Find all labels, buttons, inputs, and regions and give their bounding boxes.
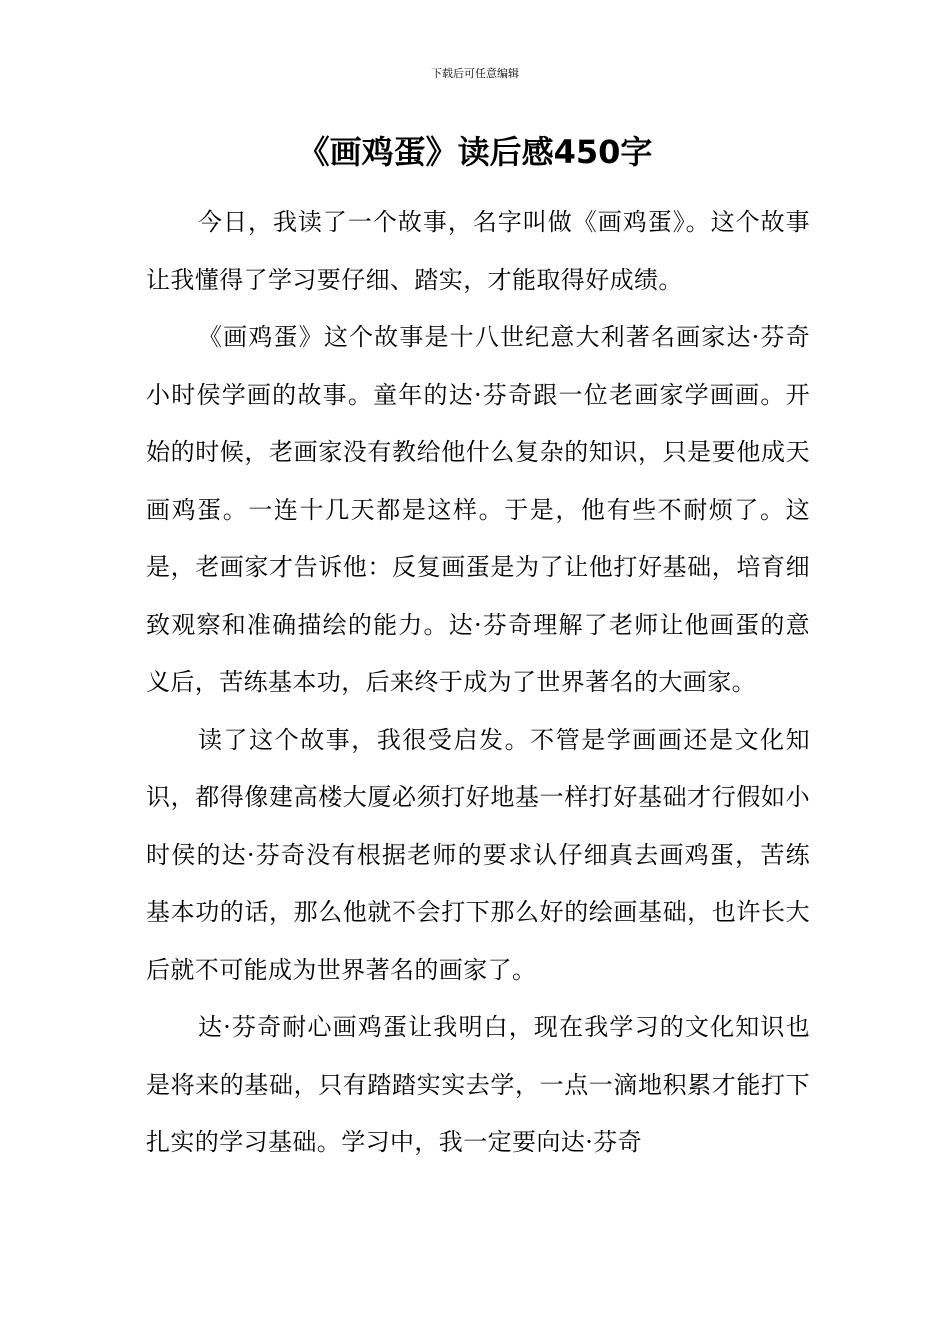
paragraph-2: 《画鸡蛋》这个故事是十八世纪意大利著名画家达·芬奇小时侯学画的故事。童年的达·芬奇跟一位老画家学画画。开始的时候，老画家没有教给他什么复杂的知识，只是要他成天画鸡蛋。一连十几天都是这样。于是，他有些不耐烦了。这是，老画家才告诉他：反复画蛋是为了让他打好基础，培育细致观察和准确描绘的能力。达·芬奇理解了老师让他画蛋的意义后，苦练基本功，后来终于成为了世界著名的大画家。	[146, 323, 810, 696]
document-body	[146, 194, 810, 1172]
paragraph-4: 达·芬奇耐心画鸡蛋让我明白，现在我学习的文化知识也是将来的基础，只有踏踏实实去学，一点一滴地积累才能打下扎实的学习基础。学习中，我一定要向达·芬奇	[146, 1013, 810, 1156]
page-header-note: 下载后可任意编辑	[431, 67, 519, 80]
document-title: 《画鸡蛋》读后感450字	[297, 133, 653, 171]
paragraph-3: 读了这个故事，我很受启发。不管是学画画还是文化知识，都得像建高楼大厦必须打好地基一样打好基础才行假如小时侯的达·芬奇没有根据老师的要求认仔细真去画鸡蛋，苦练基本功的话，那么他就不会打下那么好的绘画基础，也许长大后就不可能成为世界著名的画家了。	[146, 725, 810, 984]
paragraph-1: 今日，我读了一个故事，名字叫做《画鸡蛋》。这个故事让我懂得了学习要仔细、踏实，才能取得好成绩。	[146, 208, 810, 294]
